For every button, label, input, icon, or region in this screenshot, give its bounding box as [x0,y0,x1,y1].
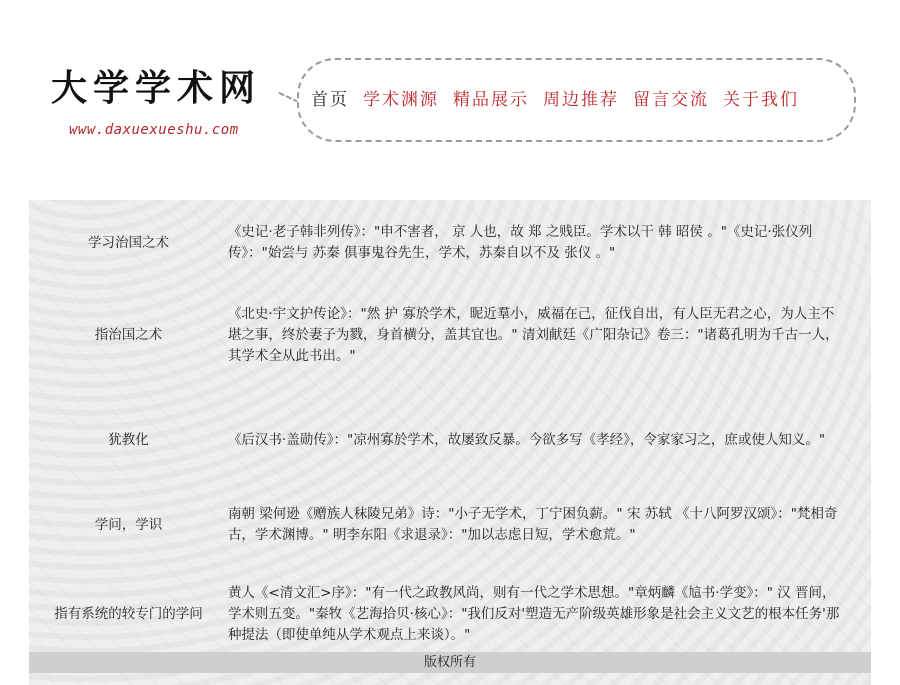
term-cell: 指治国之术 [94,326,163,343]
nav-home[interactable]: 首页 [311,90,349,110]
page [29,0,871,685]
nav-origins[interactable]: 学术渊源 [363,90,439,110]
term-cell: 学习治国之术 [87,234,169,251]
definition-cell: 黄人《<清文汇>序》："有一代之政教风尚，则有一代之学术思想。"章炳麟《訄书·学变》：" 汉 晋间，学术则五变。"秦牧《艺海拾贝·核心》："我们反对'塑造无产阶级英雄形象是社会主义文艺的根本任务'那种提法（即使单纯从学术观点上来谈）。" [227,584,840,643]
definition-cell: 《后汉书·盖勋传》："凉州寡於学术，故屡致反暴。今欲多写《孝经》，令家家习之，庶或使人知义。" [227,431,826,448]
table-row [29,210,871,276]
definition-cell: 《史记·老子韩非列传》："申不害者， 京 人也，故 郑 之贱臣。学术以干 韩 昭侯 。"《史记·张仪列传》："始尝与 苏秦 俱事鬼谷先生，学术，苏秦自以不及 张仪 。" [227,224,813,261]
term-cell: 学问，学识 [94,516,163,533]
site-domain: www.daxuexueshu.com [69,122,239,138]
nav-message[interactable]: 留言交流 [633,90,709,110]
table-row [29,564,871,664]
definition-cell: 《北史·宇文护传论》："然 护 寡於学术，昵近羣小，威福在己，征伐自出，有人臣无君之心，为人主不堪之事，终於妻子为戮，身首横分，盖其宜也。" 清刘献廷《广阳杂记》卷三："诸葛孔明为千古一人，其学术全从此书出。" [227,305,839,364]
definition-cell: 南朝 梁何逊《赠族人秣陵兄弟》诗："小子无学术，丁宁困负薪。" 宋 苏轼 《十八阿罗汉颂》："梵相奇古，学术渊博。" 明李东阳《求退录》："加以志虑日短，学术愈荒。" [227,506,838,543]
table-row [29,394,871,486]
nav-showcase[interactable]: 精品展示 [453,90,529,110]
site-header [29,0,871,200]
term-cell: 犹教化 [108,431,149,448]
nav-recommend[interactable]: 周边推荐 [543,90,619,110]
term-cell: 指有系统的较专门的学问 [54,605,203,622]
main-nav [311,85,799,110]
nav-about[interactable]: 关于我们 [723,90,799,110]
site-logo-text[interactable]: 大学学术网 [51,67,262,109]
table-row [29,276,871,394]
footer-copyright: 版权所有 [29,652,871,673]
table-row [29,486,871,564]
definition-table [29,210,871,664]
